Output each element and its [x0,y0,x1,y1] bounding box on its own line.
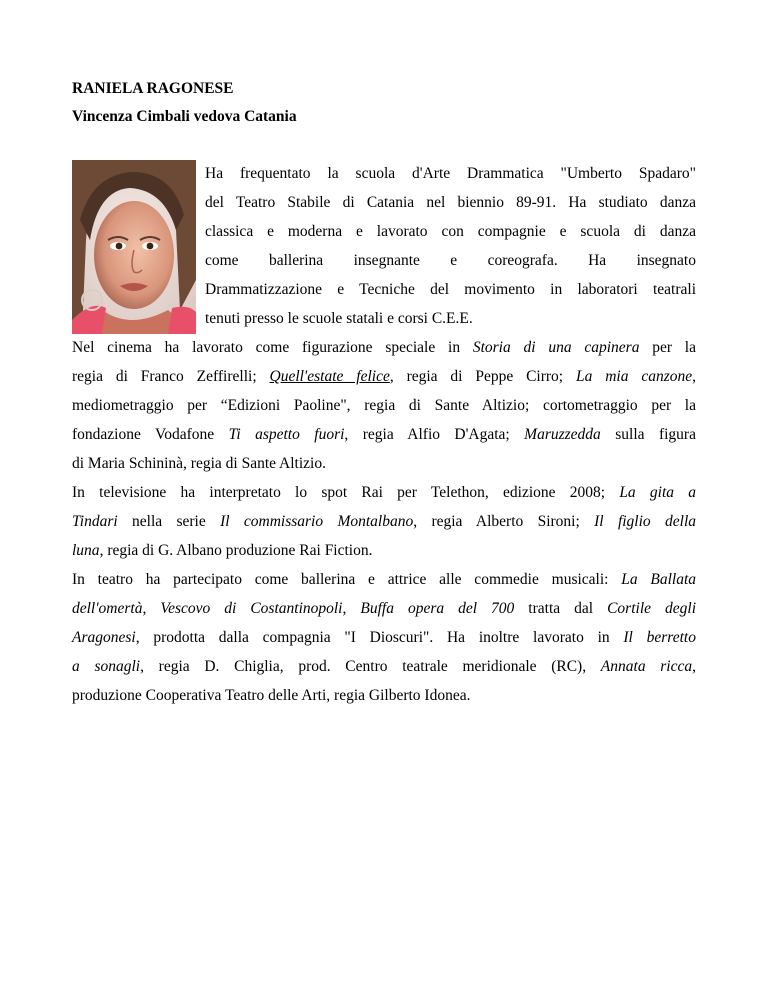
play-title: a sonagli [72,658,141,675]
play-title: Annata ricca [600,658,693,675]
tv-title: Tindari [72,513,118,530]
play-title: La Ballata [621,571,697,588]
film-title: La mia canzone [575,368,693,385]
intro-line-3: classica e moderna e lavorato con compagnie e scuola di danza [205,223,696,240]
theatre-line-2: dell'omertà, Vescovo di Costantinopoli, Buffa opera del 700 tratta dal Cortile degli [72,600,697,617]
cinema-line-2: regia di Franco Zeffirelli; Quell'estate felice, regia di Peppe Cirro; La mia canzone, [72,368,696,385]
role-name: Vincenza Cimbali vedova Catania [72,108,297,125]
intro-line-1: Ha frequentato la scuola d'Arte Drammatica "Umberto Spadaro" [205,165,696,182]
intro-line-4: come ballerina insegnante e coreografa. Ha insegnato [205,252,696,269]
theatre-line-1: In teatro ha partecipato come ballerina e attrice alle commedie musicali: La Ballata [72,571,697,588]
tv-title: luna [72,542,100,559]
portrait-photo [72,160,196,334]
tv-line-3: luna, regia di G. Albano produzione Rai Fiction. [72,542,373,559]
play-title: Aragonesi [72,629,136,646]
tv-series: Il commissario Montalbano [220,513,414,530]
play-title: Il berretto [623,629,696,646]
film-title: Quell'estate felice [269,368,390,385]
film-title: Storia di una capinera [472,339,640,356]
intro-line-2: del Teatro Stabile di Catania nel biennio 89-91. Ha studiato danza [205,194,696,211]
intro-line-6: tenuti presso le scuole statali e corsi C.E.E. [205,310,473,327]
film-title: Ti aspetto fuori [228,426,345,443]
play-title: Vescovo di Costantinopoli [160,600,343,617]
cinema-line-4: fondazione Vodafone Ti aspetto fuori, regia Alfio D'Agata; Maruzzedda sulla figura [72,426,696,443]
cinema-line-5: di Maria Schininà, regia di Sante Altizio. [72,455,326,472]
film-title: Maruzzedda [524,426,601,443]
theatre-line-3: Aragonesi, prodotta dalla compagnia "I Dioscuri". Ha inoltre lavorato in Il berretto [72,629,696,646]
cinema-line-3: mediometraggio per “Edizioni Paoline", regia di Sante Altizio; cortometraggio per la [72,397,696,414]
tv-line-1: In televisione ha interpretato lo spot Rai per Telethon, edizione 2008; La gita a [72,484,697,501]
person-name: RANIELA RAGONESE [72,80,234,97]
tv-title: La gita a [619,484,697,501]
tv-line-2: Tindari nella serie Il commissario Montalbano, regia Alberto Sironi; Il figlio della [72,513,697,530]
theatre-line-5: produzione Cooperativa Teatro delle Arti, regia Gilberto Idonea. [72,687,471,704]
portrait-image [72,160,196,334]
cinema-line-1: Nel cinema ha lavorato come figurazione speciale in Storia di una capinera per la [72,339,696,356]
play-title: dell'omertà [72,600,143,617]
play-title: Cortile degli [607,600,697,617]
play-title: Buffa opera del 700 [360,600,515,617]
theatre-line-4: a sonagli, regia D. Chiglia, prod. Centro teatrale meridionale (RC), Annata ricca, [72,658,696,675]
intro-line-5: Drammatizzazione e Tecniche del movimento in laboratori teatrali [205,281,696,298]
tv-title: Il figlio della [594,513,697,530]
